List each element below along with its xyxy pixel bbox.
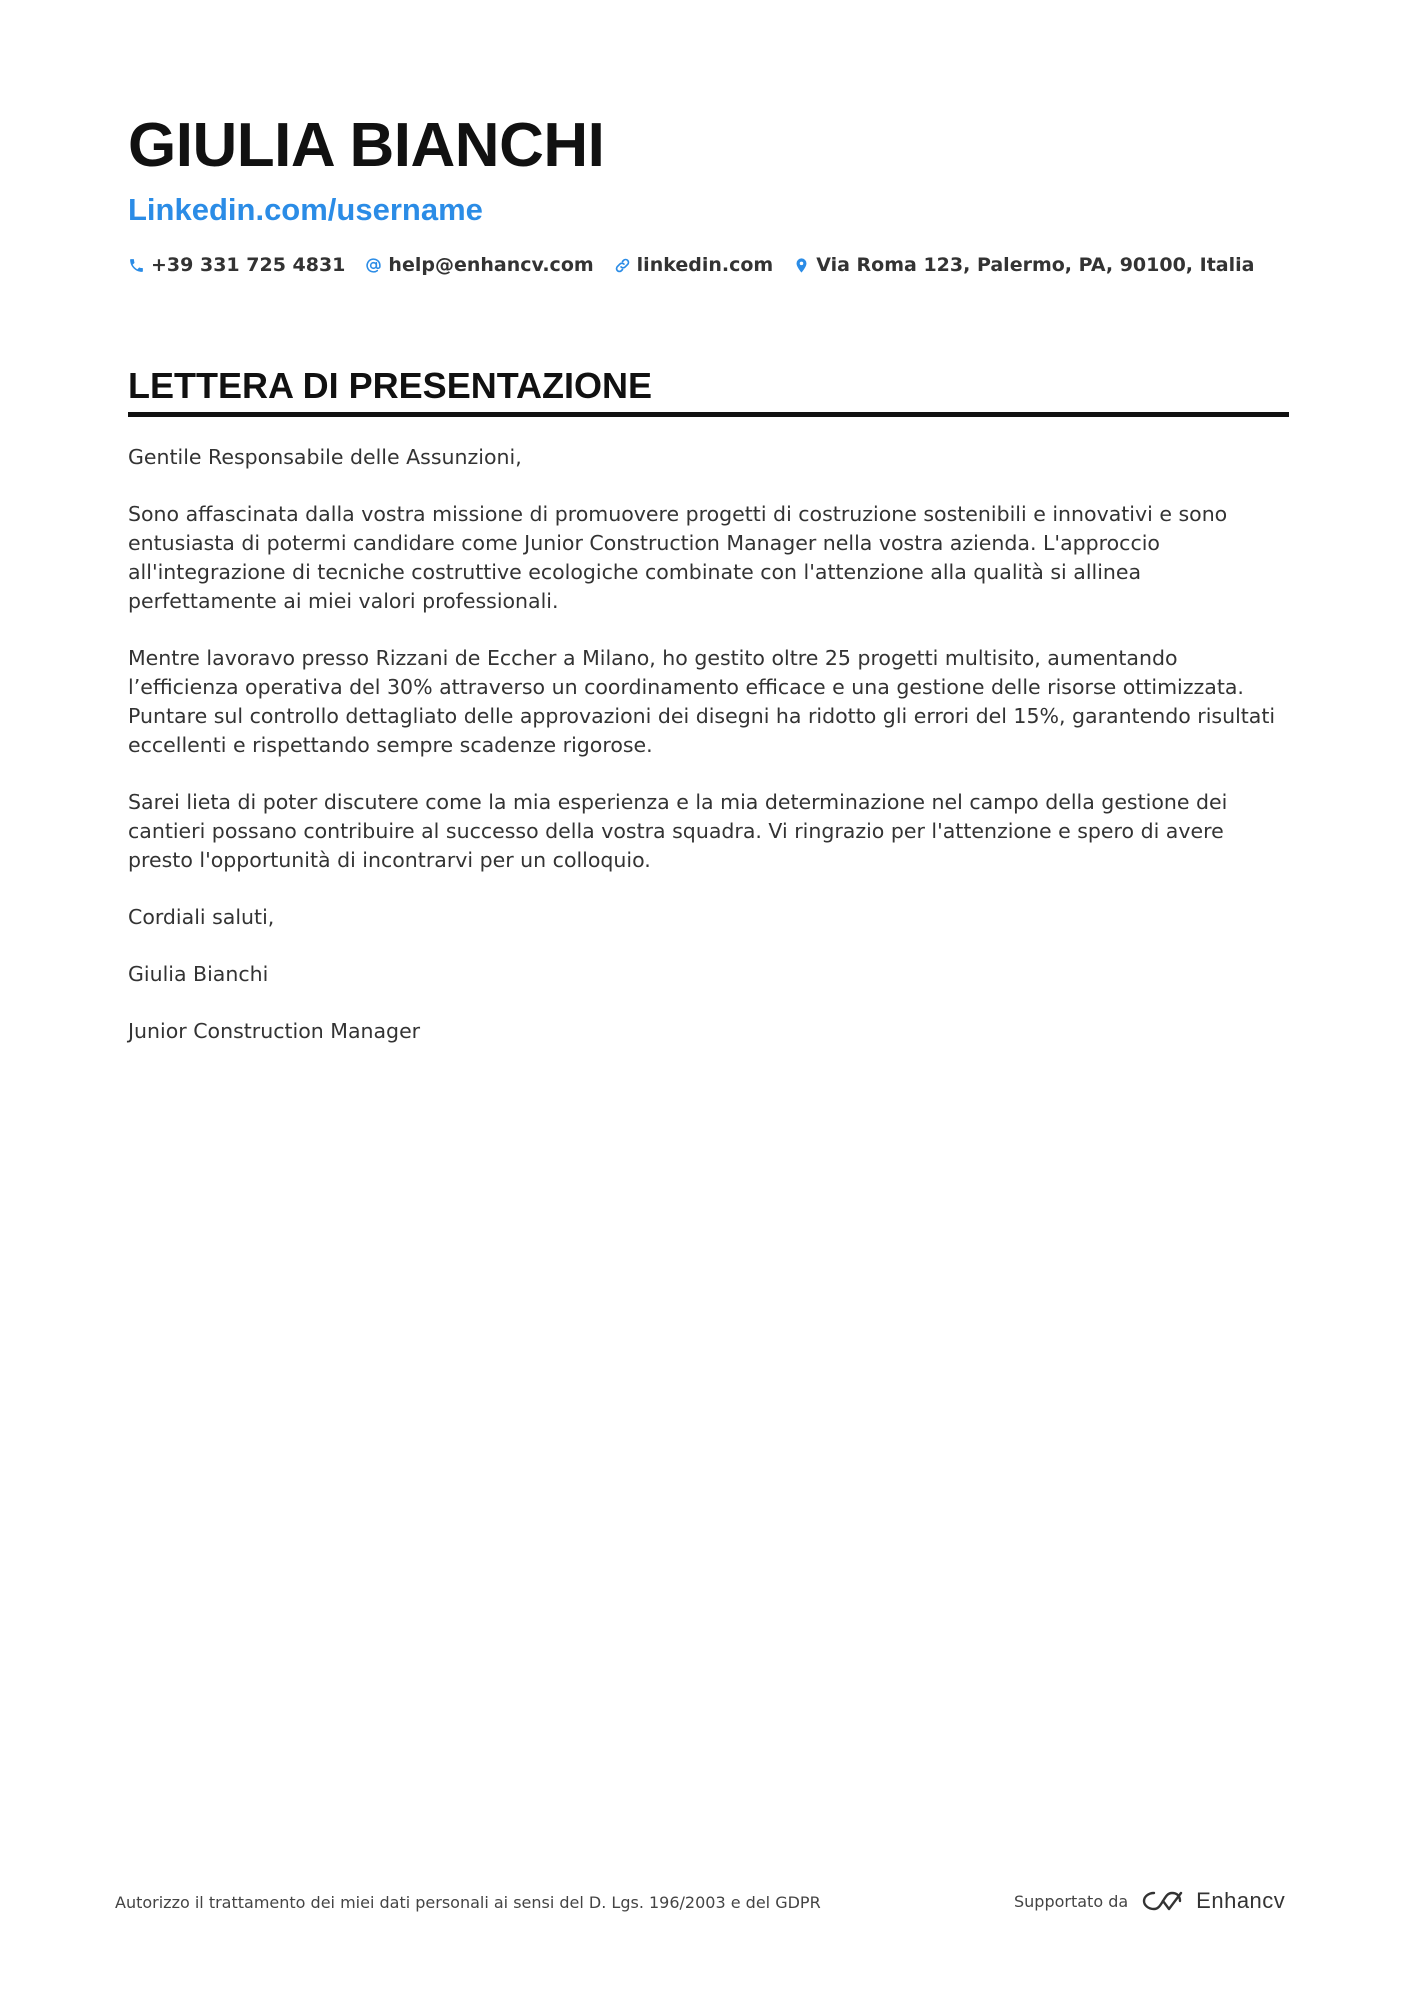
paragraph-intro: Sono affascinata dalla vostra missione di promuovere progetti di costruzione sostenibili e innovativi e sono entusiasta di potermi candidare come Junior Construction Manager nella vostra azienda. L'approccio all'integrazione di tecniche costruttive ecologiche combinate con l'attenzione alla qualità si allinea perfettamente ai miei valori professionali. — [128, 502, 1228, 613]
candidate-name: GIULIA BIANCHI — [128, 111, 605, 180]
contact-bar — [128, 254, 1288, 276]
address-text: Via Roma 123, Palermo, PA, 90100, Italia — [816, 254, 1255, 276]
powered-by[interactable] — [1014, 1888, 1285, 1914]
privacy-consent: Autorizzo il trattamento dei miei dati personali ai sensi del D. Lgs. 196/2003 e del GDPR — [115, 1893, 821, 1912]
link-icon — [614, 257, 631, 274]
location-pin-icon — [793, 257, 810, 274]
signature-title: Junior Construction Manager — [128, 1019, 421, 1043]
powered-by-label: Supportato da — [1014, 1891, 1129, 1911]
link-text: linkedin.com — [636, 254, 774, 276]
paragraph-closing: Sarei lieta di poter discutere come la mia esperienza e la mia determinazione nel campo della gestione dei cantieri possano contribuire al successo della vostra squadra. Vi ringrazio per l'attenzione e spero di avere presto l'opportunità di incontrarvi per un colloquio. — [128, 790, 1228, 872]
sign-off: Cordiali saluti, — [128, 905, 275, 929]
paragraph-experience: Mentre lavoravo presso Rizzani de Eccher a Milano, ho gestito oltre 25 progetti multisito, aumentando l’efficienza operativa del 30% attraverso un coordinamento efficace e una gestione delle risorse ottimizzata. Puntare sul controllo dettagliato delle approvazioni dei disegni ha ridotto gli errori del 15%, garantendo risultati eccellenti e rispettando sempre scadenze rigorose. — [128, 646, 1276, 757]
profile-link[interactable]: Linkedin.com/username — [128, 192, 483, 227]
signature-name: Giulia Bianchi — [128, 962, 269, 986]
salutation: Gentile Responsabile delle Assunzioni, — [128, 445, 522, 469]
contact-phone[interactable] — [128, 254, 345, 276]
letter-body — [128, 443, 1289, 1046]
section-title: LETTERA DI PRESENTAZIONE — [128, 364, 1289, 417]
cover-letter-section — [128, 364, 1289, 1074]
contact-link[interactable] — [614, 254, 774, 276]
email-text: help@enhancv.com — [388, 254, 594, 276]
at-icon — [365, 257, 382, 274]
brand-name: Enhancv — [1196, 1888, 1286, 1913]
phone-icon — [128, 257, 145, 274]
enhancv-logo-icon — [1140, 1888, 1186, 1914]
contact-address — [793, 254, 1254, 276]
contact-email[interactable] — [365, 254, 593, 276]
phone-text: +39 331 725 4831 — [151, 254, 346, 276]
header — [128, 108, 1288, 276]
